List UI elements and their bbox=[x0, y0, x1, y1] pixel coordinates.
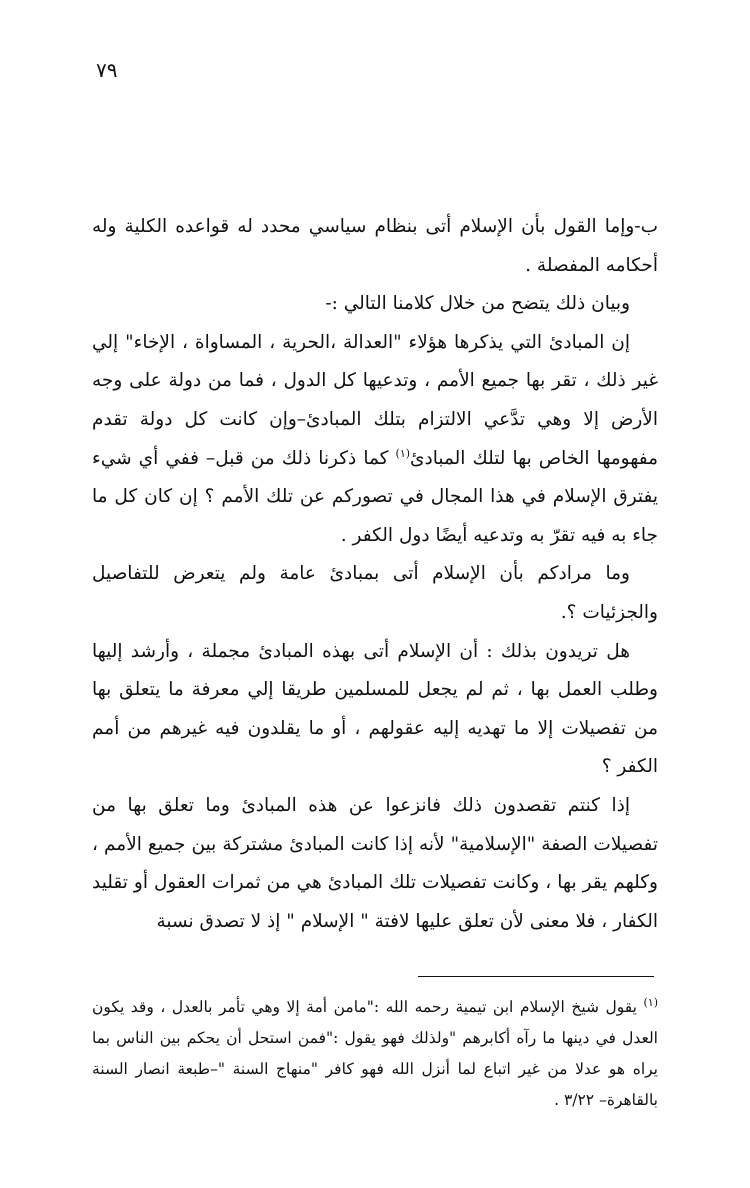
paragraph-3-text: إن المبادئ التي يذكرها هؤلاء "العدالة ،الحرية ، المساواة ، الإخاء" إلي غير ذلك ، تقر بها جميع الأمم ، وتدعيها كل الدول ، فما من دولة على وجه الأرض إلا وهي تدَّعي الالتزام بتلك المبادئ–وإن كانت كل دولة تقدم مفهومها الخاص بها لتلك المبادئ bbox=[92, 331, 658, 469]
paragraph-2: وبيان ذلك يتضح من خلال كلامنا التالي :- bbox=[325, 293, 630, 315]
page-number: ٧٩ bbox=[96, 58, 118, 82]
main-text bbox=[92, 208, 658, 941]
paragraph-4: وما مرادكم بأن الإسلام أتى بمبادئ عامة ولم يتعرض للتفاصيل والجزئيات ؟. bbox=[92, 563, 658, 623]
footnotes bbox=[92, 992, 658, 1116]
footnote-reference: (١) bbox=[395, 446, 411, 460]
footnote-text: يقول شيخ الإسلام ابن تيمية رحمه الله :"مامن أمة إلا وهي تأمر بالعدل ، وقد يكون العدل في دينها ما رآه أكابرهم "ولذلك فهو يقول :"فمن استحل أن يحكم بين الناس بما يراه هو عدلا من غير اتباع لما أنزل الله فهو كافر "منهاج السنة "–طبعة انصار السنة بالقاهرة– ٣/٢٢ . bbox=[92, 998, 658, 1109]
paragraph-6: إذا كنتم تقصدون ذلك فانزعوا عن هذه المبادئ وما تعلق بها من تفصيلات الصفة "الإسلامية" لأنه إذا كانت المبادئ مشتركة بين جميع الأمم ، وكلهم يقر بها ، وكانت تفصيلات تلك المبادئ هي من ثمرات العقول أو تقليد الكفار ، فلا معنى لأن تعلق عليها لافتة " الإسلام " إذ لا تصدق نسبة bbox=[92, 794, 658, 932]
paragraph-5: هل تريدون بذلك : أن الإسلام أتى بهذه المبادئ مجملة ، وأرشد إليها وطلب العمل بها ، ثم لم يجعل للمسلمين طريقا إلي معرفة ما يتعلق بها من تفصيلات إلا ما تهديه إليه عقولهم ، أو ما يقلدون فيه غيرهم من أمم الكفر ؟ bbox=[92, 640, 658, 778]
paragraph-1: ب-وإما القول بأن الإسلام أتى بنظام سياسي محدد له قواعده الكلية وله أحكامه المفصلة . bbox=[92, 216, 658, 276]
footnote-marker: (١) bbox=[643, 995, 658, 1009]
paragraph-3-continuation: كما ذكرنا ذلك من قبل– ففي أي شيء يفترق الإسلام في هذا المجال في تصوركم عن تلك الأمم ؟ إن كان كل ما جاء به فيه تقرّ به وتدعيه أيضًا دول الكفر . bbox=[92, 447, 658, 546]
paragraph-3 bbox=[92, 324, 658, 556]
footnote-divider bbox=[418, 976, 654, 977]
footnote-1 bbox=[92, 992, 658, 1116]
